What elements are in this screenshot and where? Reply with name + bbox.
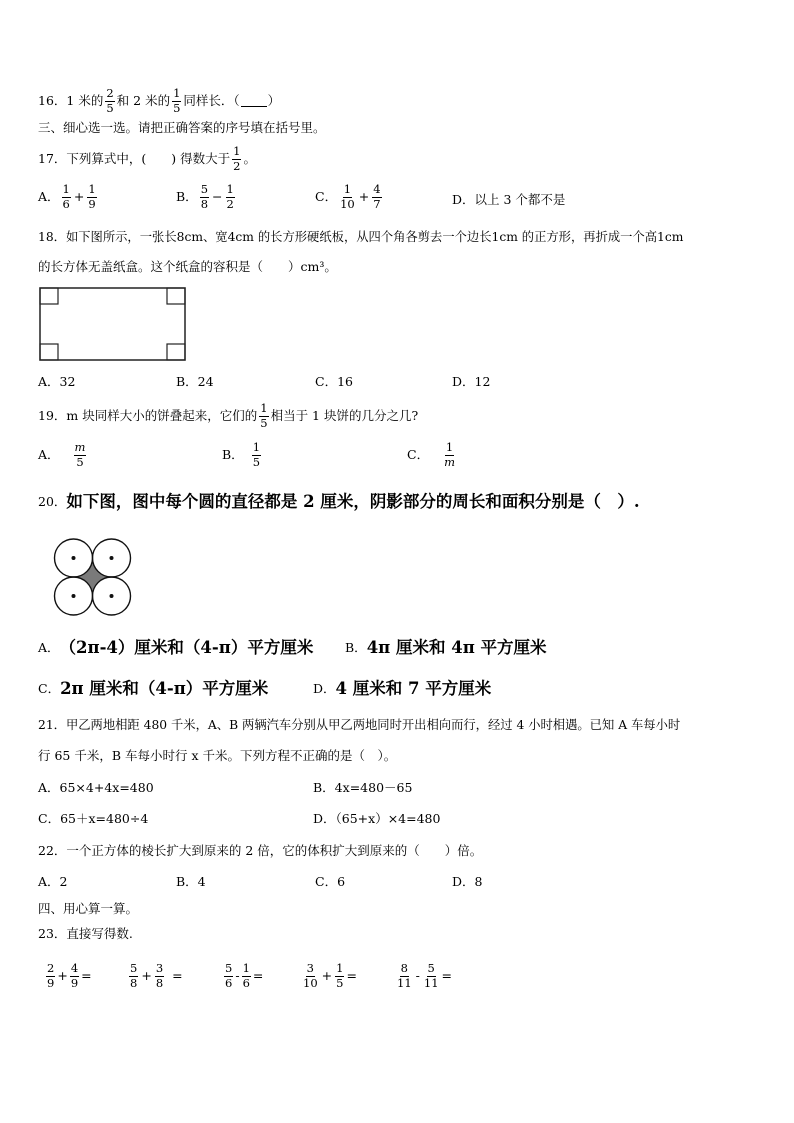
q16-answer-blank[interactable] — [241, 95, 267, 107]
q23-2-frac-2: $\frac{3}{8}$ — [155, 961, 164, 990]
q23-3-frac-1: $\frac{5}{6}$ — [225, 961, 233, 990]
q23-2-equals: = — [172, 967, 183, 983]
q17-option-d[interactable]: D．以上 3 个都不是 — [452, 192, 566, 207]
q23-item-4 — [300, 963, 357, 989]
q21-option-c[interactable]: C．65＋x=480÷4 — [38, 811, 149, 826]
four-circles-figure — [52, 538, 134, 618]
q19-c-frac: $\frac{1}{m}$ — [444, 440, 455, 469]
q19-fraction: $\frac{1}{5}$ — [260, 401, 268, 430]
corner-square-top-right — [167, 288, 185, 304]
q22-stem: 22．一个正方体的棱长扩大到原来的 2 倍，它的体积扩大到原来的（ ）倍。 — [38, 843, 483, 858]
q17-option-b-label: B． — [176, 188, 198, 204]
center-dot-top-left — [72, 556, 76, 560]
q19-option-a-label: A． — [38, 446, 60, 462]
q23-4-frac-1: $\frac{3}{10}$ — [303, 961, 318, 990]
question-17 — [38, 146, 256, 172]
q20-option-d[interactable] — [313, 681, 491, 698]
q23-1-op: + — [57, 967, 68, 983]
center-dot-bottom-left — [72, 594, 76, 598]
q23-1-frac-2: $\frac{4}{9}$ — [70, 961, 79, 990]
q19-option-b-label: B． — [222, 446, 244, 462]
q20-option-d-text: 4 厘米和 7 平方厘米 — [335, 679, 492, 698]
q19-option-b[interactable] — [222, 442, 263, 468]
q23-4-equals: = — [346, 967, 357, 983]
question-20 — [38, 494, 640, 511]
q22-option-a[interactable]: A．2 — [38, 874, 68, 889]
section-3-heading: 三、细心选一选。请把正确答案的序号填在括号里。 — [38, 120, 326, 135]
q20-option-a[interactable] — [38, 640, 313, 657]
q23-3-op: - — [235, 967, 240, 983]
q17-c-op: + — [358, 188, 370, 204]
shaded-region — [74, 558, 112, 596]
q21-option-b[interactable]: B．4x=480－65 — [313, 780, 413, 795]
section-4-heading: 四、用心算一算。 — [38, 901, 139, 916]
q17-c-frac-1: $\frac{1}{10}$ — [340, 182, 355, 211]
q19-b-frac: $\frac{1}{5}$ — [252, 440, 261, 469]
q23-item-5 — [394, 963, 452, 989]
q23-3-equals: = — [252, 967, 264, 983]
cardboard-rectangle — [40, 288, 185, 360]
corner-square-bottom-left — [40, 344, 58, 360]
q20-stem: 如下图，图中每个圆的直径都是 2 厘米，阴影部分的周长和面积分别是（ ）. — [66, 492, 640, 511]
question-16 — [38, 88, 280, 114]
q23-2-op: + — [141, 967, 152, 983]
q21-option-d[interactable]: D．（65+x）×4=480 — [313, 811, 441, 826]
q23-4-op: + — [321, 967, 333, 983]
q20-option-d-label: D． — [313, 681, 336, 696]
q18-stem-line-2: 的长方体无盖纸盒。这个纸盒的容积是（ ）cm³。 — [38, 259, 337, 274]
question-19 — [38, 403, 418, 429]
q20-option-b[interactable] — [345, 640, 547, 657]
q20-option-a-label: A． — [38, 640, 60, 655]
q16-text-1: 1 米的 — [66, 92, 104, 108]
q17-b-op: − — [212, 188, 223, 204]
q19-text-1: 19．m 块同样大小的饼叠起来，它们的 — [38, 407, 258, 423]
q19-a-frac: $\frac{m}{5}$ — [74, 440, 86, 469]
q18-stem-line-1: 18．如下图所示，一张长8cm、宽4cm 的长方形硬纸板，从四个角各剪去一个边长1cm 的正方形，再折成一个高1cm — [38, 230, 684, 244]
q18-option-c[interactable]: C．16 — [315, 374, 353, 389]
q19-option-a[interactable] — [38, 442, 88, 468]
q17-option-c[interactable] — [315, 184, 384, 210]
cardboard-figure — [38, 286, 188, 364]
q22-option-c[interactable]: C．6 — [315, 874, 346, 889]
q21-stem-line-1: 21．甲乙两地相距 480 千米，A、B 两辆汽车分别从甲乙两地同时开出相向而行，经过 4 小时相遇。已知 A 车每小时 — [38, 718, 681, 732]
q23-item-1 — [44, 963, 92, 989]
center-dot-top-right — [110, 556, 114, 560]
q20-option-c[interactable] — [38, 681, 268, 698]
q16-fraction-2: $\frac{1}{5}$ — [173, 86, 181, 115]
q17-stem-end: 。 — [243, 150, 256, 166]
q16-fraction-1: $\frac{2}{5}$ — [106, 86, 114, 115]
q23-stem: 23．直接写得数. — [38, 926, 133, 941]
q20-option-c-label: C． — [38, 681, 61, 696]
q17-option-a-label: A． — [38, 188, 60, 204]
q23-5-op: - — [415, 967, 420, 983]
q17-stem: 17．下列算式中，( ) 得数大于 — [38, 150, 231, 166]
q17-b-frac-1: $\frac{5}{8}$ — [200, 182, 209, 211]
q23-1-frac-1: $\frac{2}{9}$ — [47, 961, 55, 990]
q17-a-op: + — [73, 188, 85, 204]
q22-option-b[interactable]: B．4 — [176, 874, 206, 889]
q20-option-b-label: B． — [345, 640, 367, 655]
q19-option-c[interactable] — [407, 442, 458, 468]
q19-text-2: 相当于 1 块饼的几分之几? — [270, 407, 419, 423]
q18-option-d[interactable]: D．12 — [452, 374, 491, 389]
center-dot-bottom-right — [110, 594, 114, 598]
q17-a-frac-2: $\frac{1}{9}$ — [88, 182, 96, 211]
q23-4-frac-2: $\frac{1}{5}$ — [336, 961, 344, 990]
q23-item-3 — [222, 963, 263, 989]
q20-option-b-text: 4π 厘米和 4π 平方厘米 — [366, 638, 547, 657]
q22-option-d[interactable]: D．8 — [452, 874, 483, 889]
q16-text-3: 同样长．（ — [183, 92, 240, 108]
q17-stem-fraction: $\frac{1}{2}$ — [233, 144, 241, 173]
q21-stem-line-2: 行 65 千米，B 车每小时行 x 千米。下列方程不正确的是（ ）。 — [38, 748, 397, 763]
q20-option-c-text: 2π 厘米和（4-π）平方厘米 — [60, 679, 269, 698]
q23-2-frac-1: $\frac{5}{8}$ — [130, 961, 138, 990]
q16-text-4: ） — [267, 92, 281, 108]
corner-square-top-left — [40, 288, 58, 304]
q17-option-b[interactable] — [176, 184, 237, 210]
q20-option-a-text: （2π-4）厘米和（4-π）平方厘米 — [59, 638, 314, 657]
q20-number: 20． — [38, 494, 67, 509]
q17-option-c-label: C． — [315, 188, 338, 204]
q23-3-frac-2: $\frac{1}{6}$ — [242, 961, 250, 990]
q23-1-equals: = — [81, 967, 92, 983]
q23-item-2 — [127, 963, 183, 989]
q18-option-b[interactable]: B．24 — [176, 374, 214, 389]
q23-5-equals: = — [441, 967, 452, 983]
q16-text-2: 和 2 米的 — [116, 92, 171, 108]
q21-option-a[interactable]: A．65×4+4x=480 — [38, 780, 154, 795]
q23-5-frac-1: $\frac{8}{11}$ — [397, 961, 412, 990]
q18-option-a[interactable]: A．32 — [38, 374, 76, 389]
q17-a-frac-1: $\frac{1}{6}$ — [62, 182, 70, 211]
q17-option-a[interactable] — [38, 184, 99, 210]
corner-square-bottom-right — [167, 344, 185, 360]
q19-option-c-label: C． — [407, 446, 430, 462]
q16-number: 16． — [38, 92, 67, 108]
q17-c-frac-2: $\frac{4}{7}$ — [373, 182, 381, 211]
q23-5-frac-2: $\frac{5}{11}$ — [423, 961, 439, 990]
q17-b-frac-2: $\frac{1}{2}$ — [226, 182, 234, 211]
